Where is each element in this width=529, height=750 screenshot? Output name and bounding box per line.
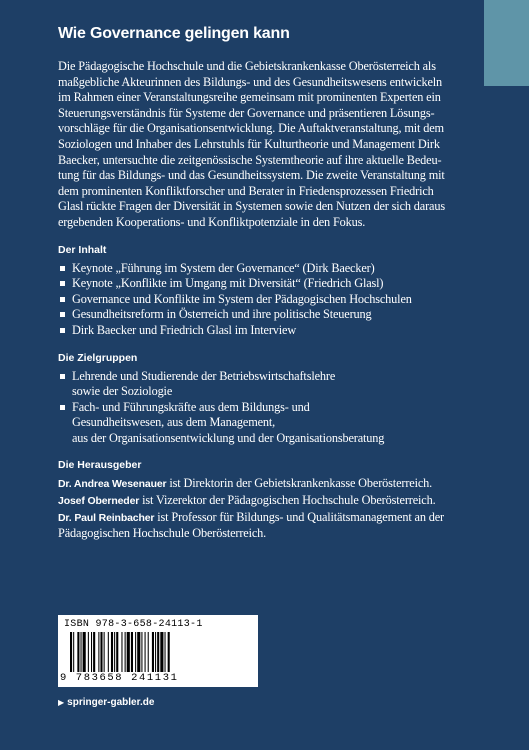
barcode-digits: 9 783658 241131 (60, 672, 179, 684)
list-item: Keynote „Konflikte im Umgang mit Diversität“ (Friedrich Glasl) (58, 276, 466, 292)
editor-entry (58, 476, 466, 493)
editor-description: ist Professor für Bildungs- und Qualitätsmanagement an der (154, 509, 444, 524)
publisher-url: springer-gabler.de (67, 697, 155, 708)
list-item-line: Lehrende und Studierende der Betriebswirtschaftslehre (72, 368, 336, 383)
isbn-label: ISBN 978-3-658-24113-1 (64, 619, 203, 630)
intro-line: tung für das Bildungs- und das Gesundheitssystem. Die zweite Veranstaltung mit (58, 168, 445, 183)
section-heading-zielgruppen: Die Zielgruppen (58, 351, 138, 364)
list-item: Dirk Baecker und Friedrich Glasl im Interview (58, 323, 466, 339)
list-item (58, 369, 466, 400)
list-item: Keynote „Führung im System der Governance“ (Dirk Baecker) (58, 261, 466, 277)
editor-description: ist Vizerektor der Pädagogischen Hochschule Oberösterreich. (139, 493, 436, 508)
intro-paragraph (58, 59, 466, 231)
editor-entry (58, 510, 466, 527)
section-heading-herausgeber: Die Herausgeber (58, 459, 142, 472)
intro-line: im Rahmen einer Veranstaltungsreihe gemeinsam mit prominenten Experten ein (58, 90, 441, 105)
isbn-barcode (58, 615, 258, 687)
intro-line: ergebenden Kooperations- und Konfliktpotenziale in den Fokus. (58, 214, 366, 229)
intro-line: Soziologen und Inhaber des Lehrstuhls für Kulturtheorie und Management Dirk (58, 136, 440, 151)
editor-description: ist Direktorin der Gebietskrankenkasse Oberösterreich. (166, 476, 433, 491)
back-cover-text (58, 24, 466, 542)
intro-line: Die Pädagogische Hochschule und die Gebietskrankenkasse Oberösterreich als (58, 59, 436, 73)
intro-line: Baecker, untersuchte die zeitgenössische Systemtheorie auf ihre aktuelle Bedeu- (58, 152, 442, 167)
intro-line: Glasl rückte Fragen der Diversität in Systemen sowie den Nutzen der sich daraus (58, 199, 446, 214)
intro-line: Steuerungsverständnis für Systeme der Governance und präsentieren Lösungs- (58, 105, 435, 120)
list-item (58, 400, 466, 447)
intro-line: vorschläge für die Organisationsentwicklung. Die Auftaktveranstaltung, mit dem (58, 121, 444, 136)
intro-line: maßgebliche Akteurinnen des Bildungs- und des Gesundheitswesens entwickeln (58, 74, 443, 89)
list-item-line: Gesundheitswesen, aus dem Management, (72, 415, 276, 430)
page-title: Wie Governance gelingen kann (58, 25, 290, 42)
intro-line: dem prominenten Konfliktforscher und Berater in Friedensprozessen Friedrich (58, 183, 434, 198)
list-item-line: Fach- und Führungskräfte aus dem Bildungs- und (72, 399, 310, 414)
publisher-link[interactable] (58, 697, 154, 708)
editors-block (58, 476, 466, 541)
list-item-line: aus der Organisationsentwicklung und der Organisationsberatung (72, 430, 385, 445)
triangle-right-icon: ▶ (58, 698, 65, 707)
list-item: Gesundheitsreform in Österreich und ihre politische Steuerung (58, 307, 466, 323)
editor-name: Josef Oberneder (58, 495, 140, 508)
editor-name: Dr. Paul Reinbacher (58, 511, 155, 524)
section-heading-inhalt: Der Inhalt (58, 243, 107, 256)
editor-continuation: Pädagogischen Hochschule Oberösterreich. (58, 526, 267, 541)
zielgruppen-list (58, 369, 466, 447)
corner-color-tab (484, 0, 529, 86)
editor-name: Dr. Andrea Wesenauer (58, 478, 167, 491)
editor-entry (58, 493, 466, 510)
inhalt-list (58, 261, 466, 339)
list-item: Governance und Konflikte im System der Pädagogischen Hochschulen (58, 292, 466, 308)
barcode-bars (70, 632, 254, 672)
list-item-line: sowie der Soziologie (72, 384, 173, 399)
